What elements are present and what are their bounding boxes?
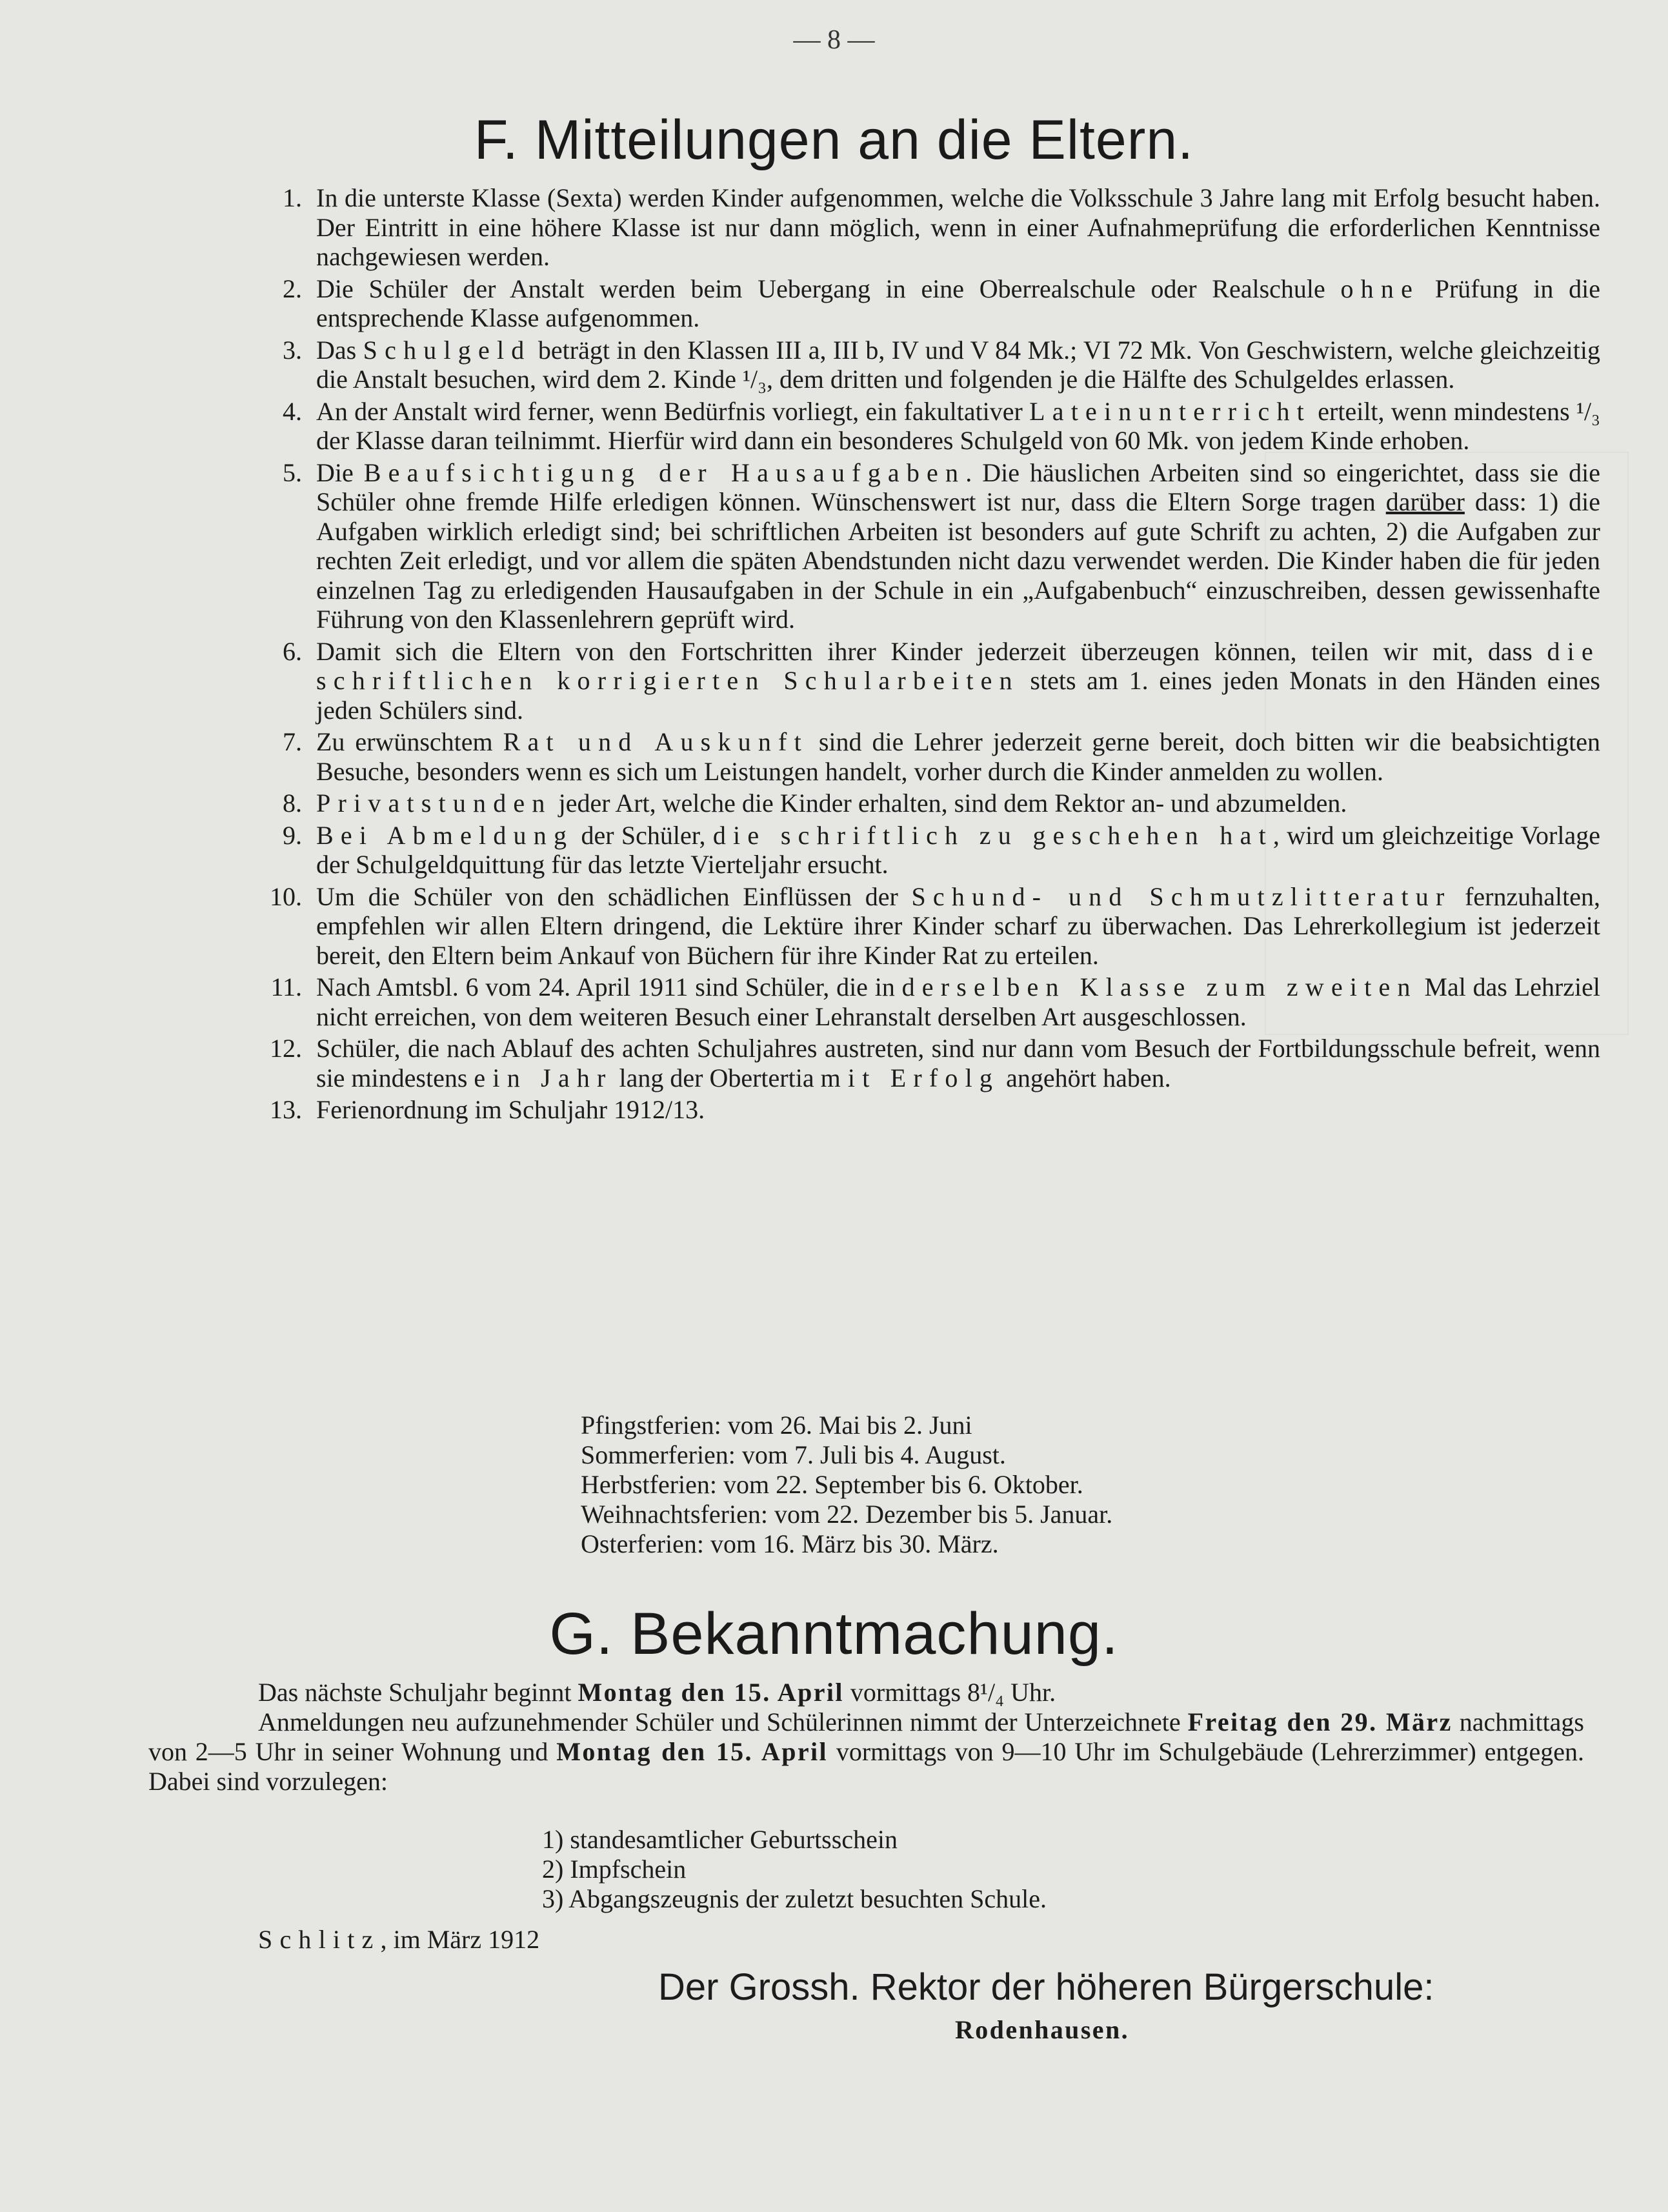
- item-emphasis: Bei Abmeldung: [316, 820, 574, 850]
- item-text: fernzuhalten, empfehlen wir allen Eltern dringend, die Lektüre ihrer Kinder scharf zu überwachen. Das Lehrerkollegium ist jederzeit bereit, den Eltern beim Ankauf von Büchern für ihre Kinder Rat zu erteilen.: [316, 881, 1600, 970]
- item-number: 3.: [283, 335, 302, 365]
- document-item: 3) Abgangszeugnis der zuletzt besuchten Schule.: [542, 1884, 1047, 1913]
- item-text: An der Anstalt wird ferner, wenn Bedürfnis vorliegt, ein fakultativer: [316, 396, 1030, 426]
- announcement-start-paragraph: [148, 1678, 1584, 1707]
- list-item: [258, 972, 1600, 1031]
- item-text: beträgt in den Klassen III a, III b, IV und V 84 Mk.; VI 72 Mk. Von Geschwistern, welche gleichzeitig die Anstalt besuchen, wird dem 2. Kinde ¹/₃, dem dritten und folgenden je die Hälfte des Schulgeldes erlassen.: [316, 335, 1600, 394]
- item-number: 1.: [283, 183, 302, 212]
- list-item: [258, 1095, 1600, 1125]
- holiday-line: Pfingstferien: vom 26. Mai bis 2. Juni: [581, 1411, 972, 1440]
- section-f-title: F. Mitteilungen an die Eltern.: [474, 109, 1194, 171]
- item-emphasis: Schund- und Schmutzlitteratur: [911, 881, 1452, 911]
- item-text: Prüfung in die entsprechende Klasse aufgenommen.: [316, 274, 1600, 332]
- notices-list: [258, 183, 1600, 1127]
- place-date: [258, 1924, 539, 1955]
- list-item: [258, 727, 1600, 786]
- document-item: 2) Impfschein: [542, 1855, 687, 1884]
- list-item: [258, 458, 1600, 634]
- date-bold: Montag den 15. April: [578, 1678, 844, 1707]
- item-number: 6.: [283, 636, 302, 666]
- announcement-registration-paragraph: [148, 1707, 1584, 1796]
- item-emphasis: Rat und Auskunft: [503, 727, 809, 756]
- item-text: sind die Lehrer jederzeit gerne bereit, doch bitten wir die beabsichtigten Besuche, besonders wenn es sich um Leistungen handelt, vorher durch die Kinder anmelden zu wollen.: [316, 727, 1600, 786]
- date-bold: Montag den 15. April: [556, 1737, 829, 1766]
- date-bold: Freitag den 29. März: [1187, 1707, 1452, 1736]
- item-emphasis: mit Erfolg: [820, 1063, 1000, 1092]
- list-item: [258, 882, 1600, 970]
- item-emphasis: die schriftlich zu geschehen hat: [712, 820, 1273, 850]
- item-text: , wird um gleichzeitige Vorlage der Schulgeldquittung für das letzte Vierteljahr ersucht.: [316, 820, 1600, 879]
- holiday-schedule: [581, 1411, 1112, 1559]
- item-text: Zu erwünschtem: [316, 727, 503, 756]
- item-text: stets am 1. eines jeden Monats in den Händen eines jeden Schülers sind.: [316, 666, 1600, 725]
- item-text: dass: 1) die Aufgaben wirklich erledigt sind; bei schriftlichen Arbeiten ist besonders auf gute Schrift zu achten, 2) die Aufgaben zur rechten Zeit erledigt, und vor allem die späten Abendstunden nicht dazu verwendet werden. Die Kinder haben die für jeden einzelnen Tag zu erledigenden Hausaufgaben in der Schule in ein „Aufgabenbuch“ einzuschreiben, dessen gewissenhafte Führung von den Klassenlehrern geprüft wird.: [316, 487, 1600, 634]
- text: vormittags von 9—10 Uhr im Schulgebäude (Lehrerzimmer) entgegen. Dabei sind vorzulegen:: [148, 1737, 1585, 1796]
- item-number: 5.: [283, 457, 302, 487]
- item-text: . Die häuslichen Arbeiten sind so eingerichtet, dass sie die Schüler ohne fremde Hilfe erledigen können. Wünschenswert ist nur, dass die Eltern Sorge tragen: [316, 457, 1600, 516]
- item-text: Schüler, die nach Ablauf des achten Schuljahres austreten, sind nur dann vom Besuch der Fortbildungsschule befreit, wenn sie mindestens: [316, 1034, 1600, 1092]
- item-number: 10.: [270, 881, 302, 911]
- item-number: 8.: [283, 789, 302, 818]
- item-text: Ferienordnung im Schuljahr 1912/13.: [316, 1095, 705, 1124]
- list-item: [258, 1034, 1600, 1092]
- list-item: [258, 274, 1600, 333]
- place-name: Schlitz: [258, 1925, 381, 1954]
- item-emphasis: Privatstunden: [316, 789, 552, 818]
- item-number: 2.: [283, 274, 302, 303]
- item-number: 12.: [270, 1034, 302, 1063]
- document-item: 1) standesamtlicher Geburtsschein: [542, 1825, 898, 1854]
- text: Anmeldungen neu aufzunehmender Schüler und Schülerinnen nimmt der Unterzeichnete: [258, 1707, 1188, 1736]
- text: nachmittags von 2—5 Uhr in seiner Wohnung und: [148, 1707, 1584, 1766]
- item-text: Die: [316, 457, 364, 487]
- item-emphasis: Beaufsichtigung der Hausaufgaben: [363, 457, 966, 487]
- item-number: 4.: [283, 396, 302, 426]
- holiday-line: Herbstferien: vom 22. September bis 6. Oktober.: [581, 1470, 1083, 1499]
- item-text: der Schüler,: [574, 820, 713, 850]
- required-documents: [542, 1825, 1047, 1914]
- item-emphasis: ein Jahr: [474, 1063, 613, 1092]
- list-item: [258, 637, 1600, 725]
- announcement: [148, 1678, 1584, 1796]
- list-item: [258, 183, 1600, 272]
- holiday-line: Sommerferien: vom 7. Juli bis 4. August.: [581, 1440, 1006, 1469]
- item-emphasis: derselben Klasse zum zweiten: [901, 972, 1418, 1001]
- item-text: lang der Obertertia: [612, 1063, 821, 1092]
- signature-title: Der Grossh. Rektor der höheren Bürgerschule:: [658, 1966, 1434, 2008]
- item-number: 11.: [270, 972, 302, 1001]
- item-text: Nach Amtsbl. 6 vom 24. April 1911 sind Schüler, die in: [316, 972, 902, 1001]
- list-item: [258, 336, 1600, 394]
- holiday-line: Weihnachtsferien: vom 22. Dezember bis 5. Januar.: [581, 1500, 1113, 1529]
- item-number: 7.: [283, 727, 302, 756]
- text: vormittags 8¹/₄ Uhr.: [843, 1678, 1056, 1707]
- signature-name: Rodenhausen.: [955, 2015, 1129, 2044]
- item-emphasis: die schriftlichen korrigierten Schularbeiten: [316, 636, 1600, 695]
- item-emphasis: Lateinunterricht: [1029, 396, 1311, 426]
- item-underlined: darüber: [1385, 487, 1465, 516]
- item-text: jeder Art, welche die Kinder erhalten, sind dem Rektor an- und abzumelden.: [552, 789, 1347, 818]
- page-number: — 8 —: [793, 25, 875, 55]
- item-text: Mal das Lehrziel nicht erreichen, von dem weiteren Besuch einer Lehranstalt derselben Art ausgeschlossen.: [316, 972, 1601, 1031]
- list-item: [258, 821, 1600, 880]
- section-g-title: G. Bekanntmachung.: [549, 1601, 1119, 1667]
- item-emphasis: Schulgeld: [363, 335, 532, 365]
- item-number: 9.: [283, 820, 302, 850]
- item-text: Die Schüler der Anstalt werden beim Uebergang in eine Oberrealschule oder Realschule: [316, 274, 1341, 303]
- list-item: [258, 397, 1600, 456]
- item-text: erteilt, wenn mindestens ¹/₃ der Klasse daran teilnimmt. Hierfür wird dann ein besonderes Schulgeld von 60 Mk. von jedem Kinde erhoben.: [316, 396, 1600, 455]
- date-text: , im März 1912: [380, 1925, 540, 1954]
- item-emphasis: ohne: [1340, 274, 1420, 303]
- item-number: 13.: [270, 1095, 302, 1124]
- item-text: angehört haben.: [1000, 1063, 1171, 1092]
- item-text: Das: [316, 335, 363, 365]
- item-text: Damit sich die Eltern von den Fortschritten ihrer Kinder jederzeit überzeugen können, teilen wir mit, dass: [316, 636, 1547, 666]
- holiday-line: Osterferien: vom 16. März bis 30. März.: [581, 1529, 999, 1558]
- text: Das nächste Schuljahr beginnt: [258, 1678, 578, 1707]
- list-item: [258, 789, 1600, 818]
- item-text: In die unterste Klasse (Sexta) werden Kinder aufgenommen, welche die Volksschule 3 Jahre lang mit Erfolg besucht haben. Der Eintritt in eine höhere Klasse ist nur dann möglich, wenn in einer Aufnahmeprüfung die erforderlichen Kenntnisse nachgewiesen werden.: [316, 183, 1600, 271]
- item-text: Um die Schüler von den schädlichen Einflüssen der: [316, 881, 912, 911]
